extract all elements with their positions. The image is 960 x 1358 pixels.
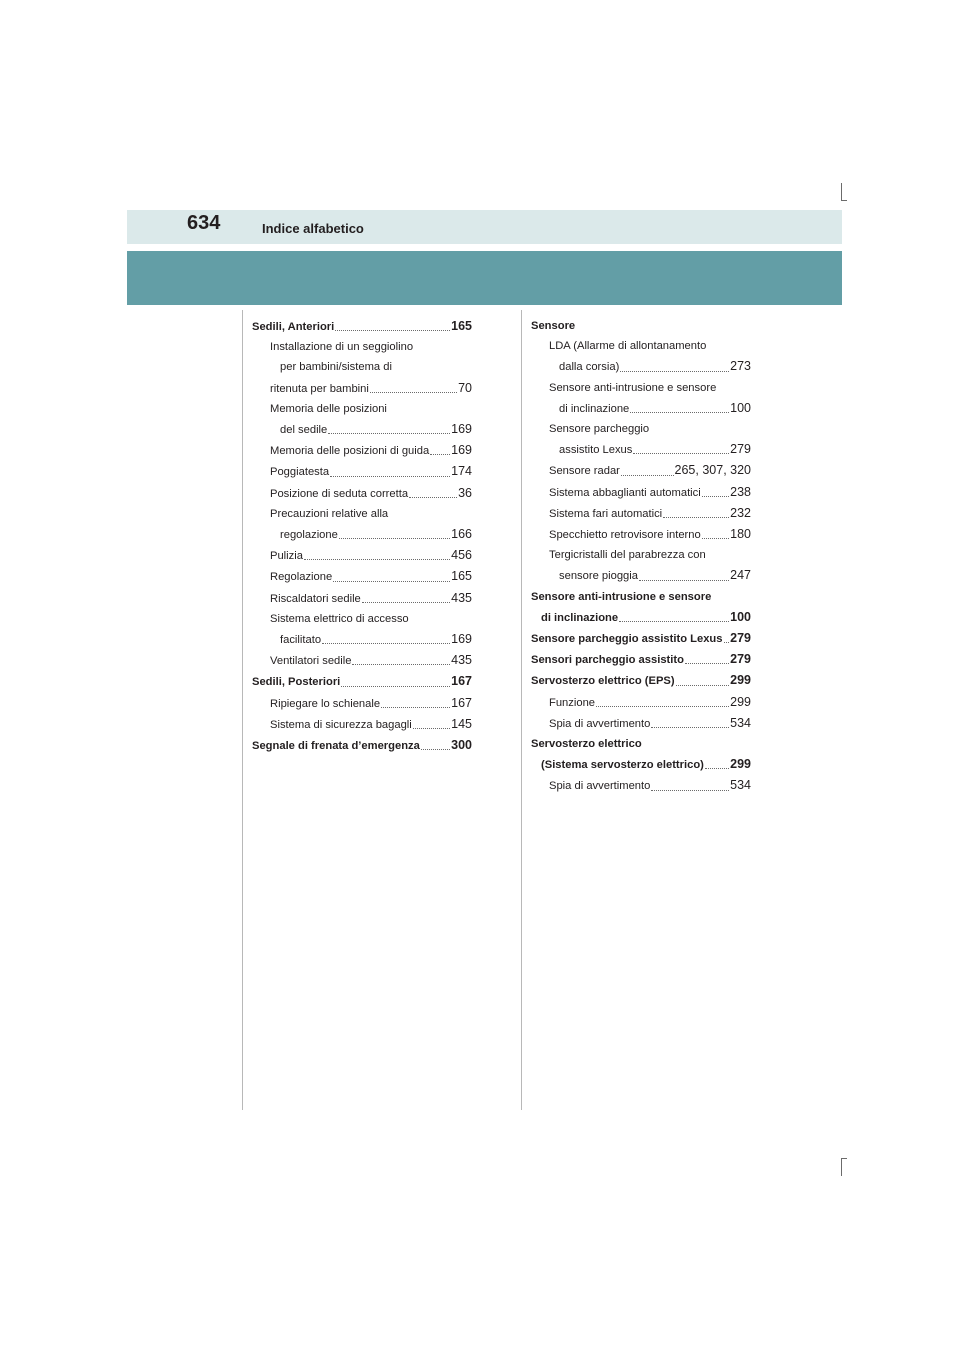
index-entry-page[interactable]: 273	[730, 359, 751, 374]
index-entry	[252, 461, 472, 482]
dot-leader	[630, 412, 729, 413]
index-entry	[252, 440, 472, 461]
index-entry	[531, 336, 751, 356]
index-entry	[531, 503, 751, 524]
index-entry	[252, 399, 472, 419]
index-entry	[531, 607, 751, 628]
index-entry-term: Sensore radar	[549, 465, 620, 478]
index-entry-term: Installazione di un seggiolino	[270, 341, 414, 354]
dot-leader	[705, 768, 729, 769]
dot-leader	[328, 433, 450, 434]
crop-mark-bottom-horizontal	[841, 1158, 847, 1159]
index-entry-page[interactable]: 169	[451, 632, 472, 647]
index-entry-page[interactable]: 145	[451, 716, 472, 731]
dot-leader	[409, 497, 457, 498]
dot-leader	[330, 476, 450, 477]
dot-leader	[621, 475, 674, 476]
index-entry-page[interactable]: 100	[730, 400, 751, 415]
index-entry-term: Funzione	[549, 696, 596, 709]
index-entry-term: Riscaldatori sedile	[270, 592, 361, 605]
index-entry-page[interactable]: 36	[458, 485, 472, 500]
index-entry	[531, 734, 751, 754]
index-entry	[252, 419, 472, 440]
dot-leader	[362, 602, 450, 603]
index-entry-term: Sedili, Posteriori	[252, 676, 341, 689]
index-entry-term: Servosterzo elettrico (EPS)	[531, 675, 675, 688]
index-entry-term: Tergicristalli del parabrezza con	[549, 549, 706, 562]
dot-leader	[413, 728, 450, 729]
index-entry-page[interactable]: 174	[451, 464, 472, 479]
dot-leader	[702, 538, 729, 539]
index-entry-page[interactable]: 167	[451, 674, 472, 689]
index-entry-term: (Sistema servosterzo elettrico)	[541, 759, 704, 772]
index-entry	[252, 483, 472, 504]
index-entry-term: del sedile	[280, 424, 328, 437]
index-entry	[252, 566, 472, 587]
index-entry-term: Poggiatesta	[270, 466, 330, 479]
index-entry-term: Sensore	[531, 320, 576, 332]
index-entry-term: Pulizia	[270, 550, 303, 563]
column-rule-right	[521, 310, 522, 1110]
index-entry-term: Memoria delle posizioni di guida	[270, 445, 430, 458]
index-entry-term: facilitato	[280, 634, 322, 647]
index-entry	[252, 629, 472, 650]
index-entry	[531, 775, 751, 796]
dot-leader	[620, 371, 729, 372]
index-entry	[531, 670, 751, 691]
dot-leader	[322, 643, 450, 644]
index-entry-term: Spia di avvertimento	[549, 717, 651, 730]
dot-leader	[370, 392, 457, 393]
index-entry	[531, 754, 751, 775]
index-entry	[531, 587, 751, 607]
dot-leader	[651, 790, 729, 791]
index-entry-term: Segnale di frenata d’emergenza	[252, 740, 420, 753]
dot-leader	[430, 454, 450, 455]
index-entry	[531, 356, 751, 377]
index-entry	[531, 713, 751, 734]
index-entry-page[interactable]: 300	[451, 738, 472, 753]
index-entry-term: Ripiegare lo schienale	[270, 697, 381, 710]
column-rule-left	[242, 310, 243, 1110]
dot-leader	[333, 581, 450, 582]
dot-leader	[339, 538, 450, 539]
index-entry-page[interactable]: 169	[451, 443, 472, 458]
index-entry-page[interactable]: 279	[730, 631, 751, 646]
index-entry-term: Sensore anti-intrusione e sensore	[549, 381, 717, 394]
index-entry	[531, 524, 751, 545]
dot-leader	[702, 496, 729, 497]
index-entry-page[interactable]: 247	[730, 568, 751, 583]
index-entry-page[interactable]: 169	[451, 422, 472, 437]
crop-mark-top-vertical	[841, 183, 842, 201]
index-entry-page[interactable]: 435	[451, 653, 472, 668]
index-entry-term: Sensori parcheggio assistito	[531, 654, 684, 667]
index-entry-term: Regolazione	[270, 571, 333, 584]
dot-leader	[685, 663, 729, 664]
index-entry-term: sensore pioggia	[559, 570, 638, 583]
index-entry-page[interactable]: 70	[458, 380, 472, 395]
index-entry	[252, 609, 472, 629]
index-entry-page[interactable]: 279	[730, 652, 751, 667]
index-entry	[252, 378, 472, 399]
dot-leader	[619, 621, 729, 622]
index-entry-page[interactable]: 435	[451, 590, 472, 605]
index-entry-page[interactable]: 456	[451, 548, 472, 563]
index-entry-page[interactable]: 299	[730, 757, 751, 772]
index-entry	[531, 378, 751, 398]
index-entry	[252, 671, 472, 692]
index-entry-term: regolazione	[280, 529, 338, 542]
index-entry	[531, 545, 751, 565]
dot-leader	[724, 642, 730, 643]
index-entry-term: Memoria delle posizioni	[270, 402, 387, 415]
index-entry	[252, 588, 472, 609]
index-entry	[252, 714, 472, 735]
index-entry-page[interactable]: 238	[730, 484, 751, 499]
dot-leader	[651, 727, 729, 728]
index-entry	[252, 545, 472, 566]
dot-leader	[352, 664, 450, 665]
crop-mark-top-horizontal	[841, 200, 847, 201]
index-entry-term: Sedili, Anteriori	[252, 321, 335, 333]
index-entry-term: Precauzioni relative alla	[270, 507, 389, 520]
dot-leader	[304, 559, 450, 560]
index-entry	[531, 565, 751, 586]
dot-leader	[676, 685, 730, 686]
index-entry	[531, 692, 751, 713]
dot-leader	[381, 707, 450, 708]
header-band	[127, 210, 842, 244]
index-entry	[252, 650, 472, 671]
dot-leader	[335, 330, 450, 331]
index-column-right	[531, 316, 751, 797]
index-entry	[531, 398, 751, 419]
index-entry-page[interactable]: 232	[730, 505, 751, 520]
index-entry-term: di inclinazione	[541, 611, 619, 624]
index-entry-term: Sensore parcheggio	[549, 423, 650, 436]
index-entry	[531, 439, 751, 460]
decorative-band	[127, 251, 842, 305]
index-entry-term: per bambini/sistema di	[280, 361, 392, 374]
index-entry-page[interactable]: 265, 307, 320	[674, 463, 751, 478]
index-entry-term: assistito Lexus	[559, 444, 633, 457]
index-entry-term: LDA (Allarme di allontanamento	[549, 340, 707, 353]
index-entry	[252, 357, 472, 377]
index-entry-term: Sistema di sicurezza bagagli	[270, 718, 412, 731]
index-entry-term: Sistema abbaglianti automatici	[549, 486, 701, 499]
index-entry-page[interactable]: 165	[451, 319, 472, 333]
index-entry	[252, 735, 472, 756]
index-column-left	[252, 316, 472, 756]
dot-leader	[633, 453, 729, 454]
dot-leader	[421, 749, 450, 750]
index-entry	[252, 337, 472, 357]
index-entry	[531, 316, 751, 336]
index-entry-page[interactable]: 279	[730, 442, 751, 457]
page-number: 634	[187, 212, 221, 234]
index-entry-term: Posizione di seduta corretta	[270, 487, 409, 500]
dot-leader	[663, 517, 729, 518]
section-title: Indice alfabetico	[262, 221, 364, 236]
index-entry	[531, 628, 751, 649]
index-entry-page[interactable]: 534	[730, 715, 751, 730]
index-entry-term: Sistema fari automatici	[549, 507, 663, 520]
index-entry	[531, 460, 751, 481]
dot-leader	[639, 580, 729, 581]
index-entry	[252, 693, 472, 714]
index-entry-page[interactable]: 166	[451, 527, 472, 542]
index-entry-term: Sistema elettrico di accesso	[270, 612, 409, 625]
dot-leader	[596, 706, 729, 707]
index-entry-term: Specchietto retrovisore interno	[549, 529, 701, 542]
index-entry	[531, 649, 751, 670]
index-entry-page[interactable]: 100	[730, 609, 751, 624]
index-entry-page[interactable]: 180	[730, 527, 751, 542]
index-entry	[252, 504, 472, 524]
index-entry-term: Sensore parcheggio assistito Lexus	[531, 633, 723, 646]
index-entry-term: Servosterzo elettrico	[531, 738, 642, 751]
index-entry-page[interactable]: 299	[730, 694, 751, 709]
index-entry-term: Ventilatori sedile	[270, 655, 352, 668]
crop-mark-bottom-vertical	[841, 1158, 842, 1176]
index-entry-term: di inclinazione	[559, 402, 630, 415]
index-entry	[252, 316, 472, 337]
index-entry-page[interactable]: 534	[730, 778, 751, 793]
dot-leader	[341, 686, 450, 687]
index-entry-term: dalla corsia)	[559, 361, 620, 374]
index-entry-term: ritenuta per bambini	[270, 382, 369, 395]
index-entry	[531, 419, 751, 439]
index-entry-page[interactable]: 167	[451, 695, 472, 710]
index-entry	[531, 482, 751, 503]
index-entry-term: Sensore anti-intrusione e sensore	[531, 590, 712, 603]
index-entry-term: Spia di avvertimento	[549, 780, 651, 793]
index-entry	[252, 524, 472, 545]
index-entry-page[interactable]: 299	[730, 673, 751, 688]
index-entry-page[interactable]: 165	[451, 569, 472, 584]
